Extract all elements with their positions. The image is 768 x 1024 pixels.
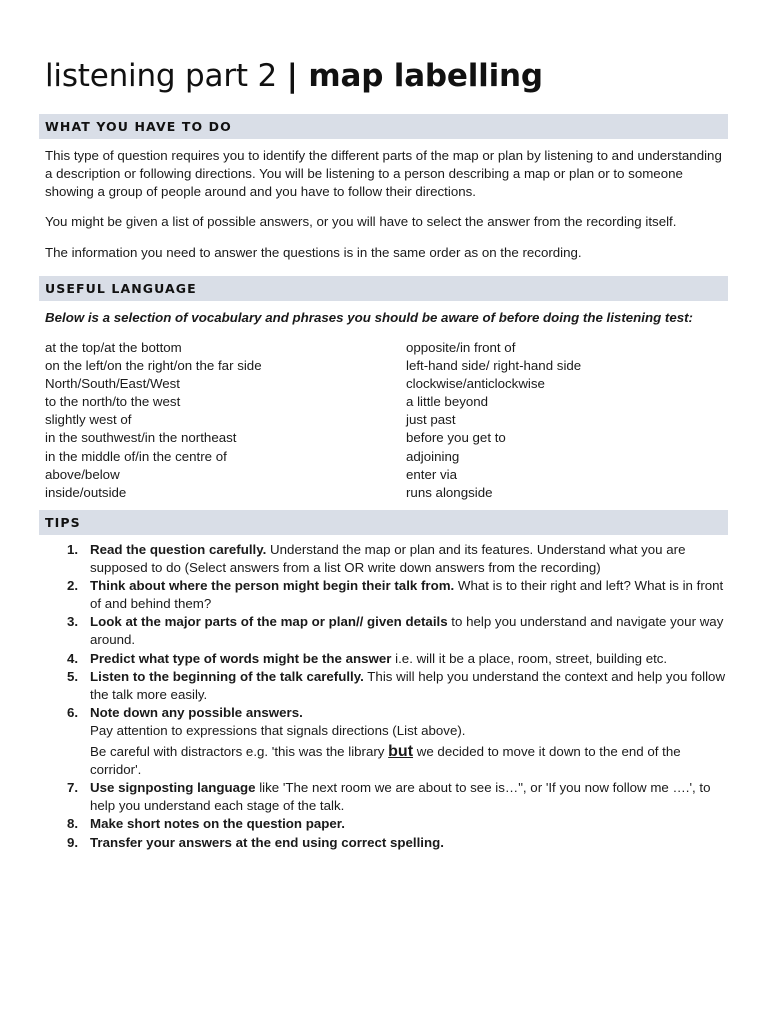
tip-heading: Look at the major parts of the map or plan// given details [90, 614, 448, 630]
vocab-item: opposite/in front of [406, 340, 516, 355]
tip-number: 6. [67, 704, 79, 720]
tip-heading: Think about where the person might begin their talk from. [90, 578, 455, 594]
tip-item-1 [45, 541, 730, 577]
section-header-tips: TIPS [39, 510, 728, 535]
tip-heading: Read the question carefully. [90, 542, 267, 557]
tip-item-7 [45, 779, 730, 815]
tip-subtext-part: we decided to move it down to the end of the corridor'. [90, 744, 681, 778]
vocab-item: adjoining [406, 448, 460, 464]
tip-item-5 [45, 668, 730, 704]
tip-subtext-part: Be careful with distractors e.g. 'this was the library [90, 744, 389, 760]
what-paragraph-1 [45, 147, 725, 201]
tip-number: 4. [67, 650, 79, 666]
tips-list [45, 541, 730, 852]
tip-heading: Listen to the beginning of the talk carefully. [90, 668, 364, 684]
tip-number: 2. [67, 578, 79, 594]
tip-item-3 [45, 613, 730, 649]
tip-text: What is to their right and left? What is in front of and behind them? [90, 578, 724, 612]
tip-text: i.e. will it be a place, room, street, building etc. [391, 650, 668, 666]
vocab-item: enter via [406, 466, 457, 482]
tip-text: This will help you understand the context and help you follow the talk more easily. [90, 668, 726, 702]
tip-number: 8. [67, 816, 79, 832]
page-title [45, 56, 543, 96]
vocab-item: runs alongside [406, 484, 493, 500]
section-header-useful: USEFUL LANGUAGE [39, 276, 728, 301]
vocab-item: clockwise/anticlockwise [406, 376, 545, 392]
vocab-item: inside/outside [45, 484, 127, 500]
what-p3-text: The information you need to answer the questions is in the same order as on the recording. [45, 245, 582, 260]
vocab-item: a little beyond [406, 394, 489, 410]
vocab-item: slightly west of [45, 412, 132, 428]
vocab-list-left [45, 339, 262, 502]
tip-number: 3. [67, 614, 79, 630]
title-light: listening part 2 [45, 58, 287, 94]
vocab-item: on the left/on the right/on the far side [45, 358, 262, 374]
tip-item-8 [45, 815, 730, 833]
what-p2-text: You might be given a list of possible answers, or you will have to select the answer from the recording itself. [45, 214, 677, 229]
what-paragraph-3 [45, 244, 725, 262]
tip-text: to help you understand and navigate your way around. [90, 614, 724, 648]
tip-heading: Predict what type of words might be the answer [90, 650, 392, 666]
vocab-item: before you get to [406, 430, 506, 446]
vocab-item: just past [406, 412, 456, 428]
tip-text: Understand the map or plan and its features. Understand what you are supposed to do (Select answers from a list OR write down answers from the recording) [90, 542, 686, 576]
tip-subtext-distractor [90, 743, 730, 779]
vocab-item: above/below [45, 466, 120, 482]
title-bold: | map labelling [286, 58, 543, 94]
tip-item-4 [45, 650, 730, 668]
vocab-item: in the southwest/in the northeast [45, 430, 237, 446]
vocab-item: at the top/at the bottom [45, 340, 182, 355]
what-p1-text: This type of question requires you to identify the different parts of the map or plan by listening to and understanding a description or following directions. You will be listening to a person describing a map or plan or to someone showing a group of people around and you have to follow their directions. [45, 148, 722, 199]
vocab-list-right [406, 339, 581, 502]
section-header-what: WHAT YOU HAVE TO DO [39, 114, 728, 139]
tip-item-2 [45, 577, 730, 613]
tip-number: 7. [67, 780, 79, 796]
tip-item-9 [45, 834, 730, 852]
tip-subtext: Pay attention to expressions that signals directions (List above). [90, 722, 466, 738]
what-paragraph-2 [45, 213, 725, 231]
tip-item-6 [45, 704, 730, 779]
vocab-item: to the north/to the west [45, 394, 181, 410]
vocab-item: in the middle of/in the centre of [45, 448, 227, 464]
tip-heading: Transfer your answers at the end using correct spelling. [90, 834, 444, 850]
vocab-item: left-hand side/ right-hand side [406, 358, 582, 374]
useful-intro: Below is a selection of vocabulary and phrases you should be aware of before doing the listening test: [45, 310, 693, 325]
tip-heading: Make short notes on the question paper. [90, 816, 345, 832]
tip-number: 5. [67, 668, 79, 684]
tip-heading: Note down any possible answers. [90, 704, 303, 720]
tip-number: 9. [67, 834, 79, 850]
tip-heading: Use signposting language [90, 780, 256, 796]
tip-number: 1. [67, 542, 79, 557]
tip-text: like 'The next room we are about to see is…", or 'If you now follow me ….', to help you understand each stage of the talk. [90, 780, 711, 814]
vocab-item: North/South/East/West [45, 376, 181, 392]
tip-emphasis: but [388, 743, 414, 761]
